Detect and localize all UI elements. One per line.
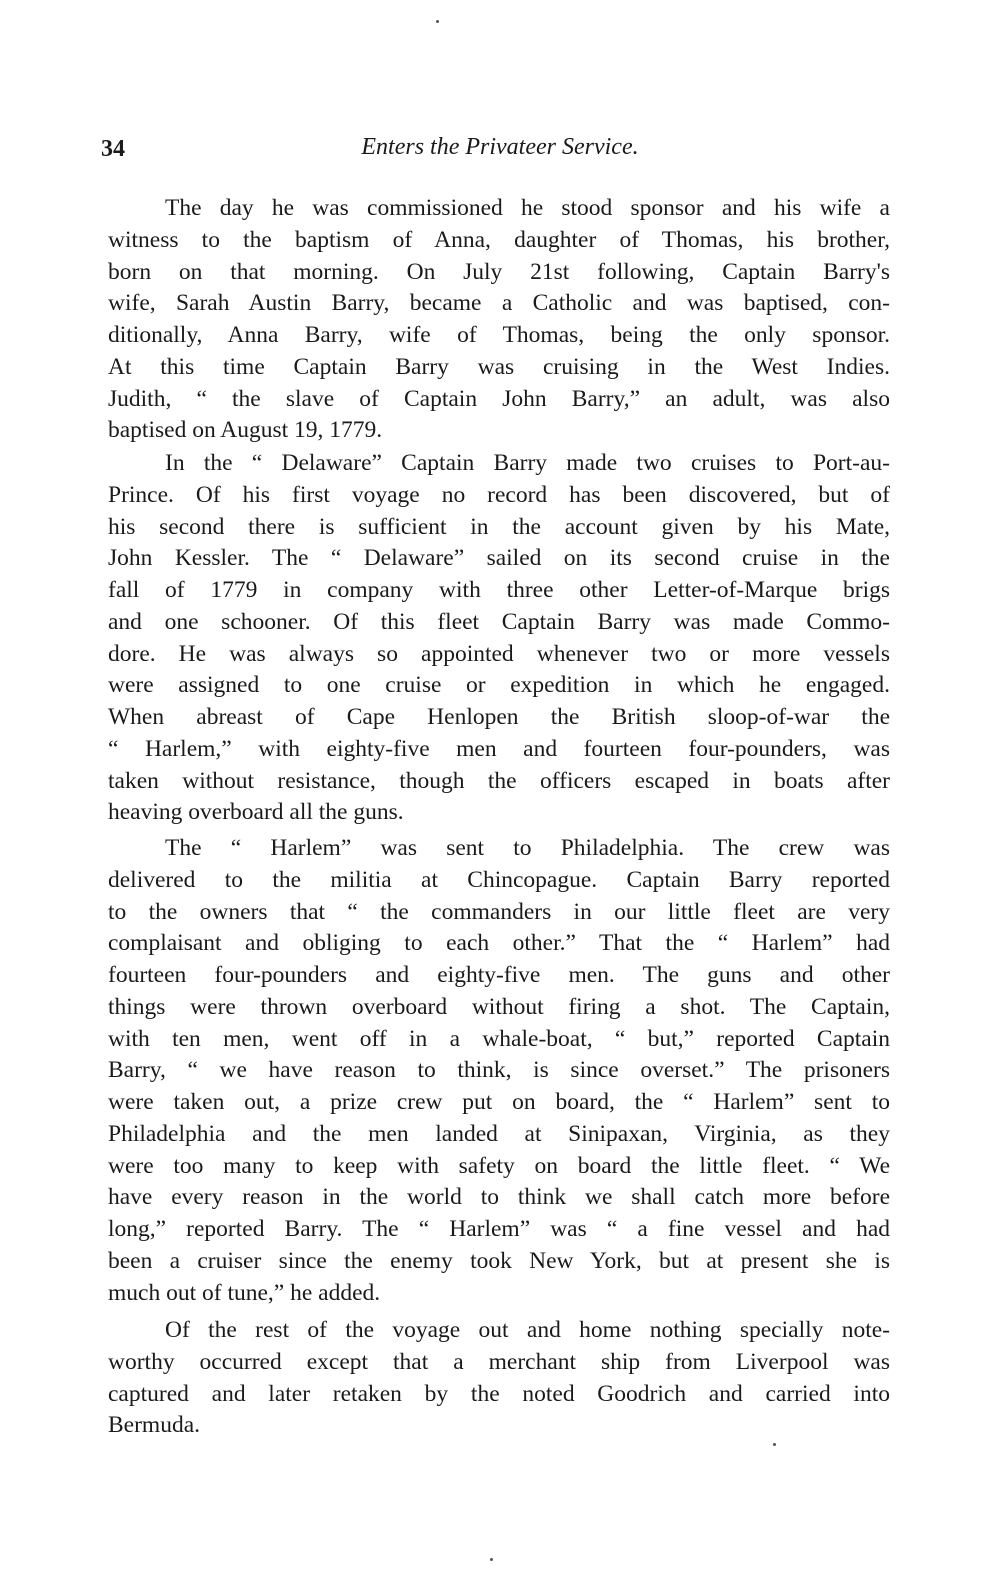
text-line: complaisant and obliging to each other.” That the “ Harlem” had [108,930,890,957]
text-line: fall of 1779 in company with three other Letter-of-Marque brigs [108,577,890,603]
text-line: delivered to the militia at Chincopague. Captain Barry reported [108,866,890,893]
text-line: captured and later retaken by the noted Goodrich and carried into [108,1380,890,1407]
text-line: born on that morning. On July 21st following, Captain Barry's [108,258,890,285]
paragraph [108,193,890,447]
text-line: Barry, “ we have reason to think, is since overset.” The prisoners [108,1057,890,1084]
text-line: ditionally, Anna Barry, wife of Thomas, being the only sponsor. [108,322,890,348]
text-line: his second there is sufficient in the account given by his Mate, [108,513,890,540]
text-line: Prince. Of his first voyage no record has been discovered, but of [108,481,890,508]
text-line: things were thrown overboard without firing a shot. The Captain, [108,993,890,1020]
paragraph [108,1315,890,1442]
text-line: and one schooner. Of this fleet Captain Barry was made Commo- [108,608,890,635]
text-line: much out of tune,” he added. [108,1279,381,1306]
text-line: dore. He was always so appointed whenever two or more vessels [108,640,890,667]
text-line: In the “ Delaware” Captain Barry made two cruises to Port-au- [165,450,890,476]
text-line: with ten men, went off in a whale-boat, “ but,” reported Captain [108,1025,890,1052]
text-line: fourteen four-pounders and eighty-five men. The guns and other [108,962,890,988]
text-line: heaving overboard all the guns. [108,799,404,826]
running-title: Enters the Privateer Service. [361,134,639,160]
text-line: Philadelphia and the men landed at Sinipaxan, Virginia, as they [108,1120,890,1147]
text-line: witness to the baptism of Anna, daughter of Thomas, his brother, [108,226,890,253]
scan-speck [436,20,439,23]
paragraph [108,833,890,1309]
text-line: have every reason in the world to think we shall catch more before [108,1184,890,1211]
scan-speck [773,1443,776,1446]
text-line: The day he was commissioned he stood sponsor and his wife a [165,195,890,221]
text-line: been a cruiser since the enemy took New York, but at present she is [108,1247,890,1274]
text-line: Judith, “ the slave of Captain John Barry,” an adult, was also [108,385,890,412]
text-line: Of the rest of the voyage out and home nothing specially note- [165,1317,890,1343]
text-line: were too many to keep with safety on board the little fleet. “ We [108,1152,890,1179]
page-number: 34 [101,136,125,162]
text-line: worthy occurred except that a merchant ship from Liverpool was [108,1348,890,1375]
text-line: Bermuda. [108,1412,201,1439]
text-line: wife, Sarah Austin Barry, became a Catholic and was baptised, con- [108,290,890,317]
text-line: The “ Harlem” was sent to Philadelphia. The crew was [165,835,890,861]
text-line: John Kessler. The “ Delaware” sailed on its second cruise in the [108,545,890,572]
text-line: to the owners that “ the commanders in our little fleet are very [108,898,890,925]
text-line: When abreast of Cape Henlopen the British sloop-of-war the [108,704,890,730]
text-line: long,” reported Barry. The “ Harlem” was “ a fine vessel and had [108,1216,890,1242]
text-line: “ Harlem,” with eighty-five men and fourteen four-pounders, was [108,735,890,762]
text-line: baptised on August 19, 1779. [108,417,383,444]
paragraph [108,448,890,829]
text-line: taken without resistance, though the officers escaped in boats after [108,767,890,794]
text-line: were taken out, a prize crew put on board, the “ Harlem” sent to [108,1089,890,1115]
text-line: At this time Captain Barry was cruising in the West Indies. [108,353,890,380]
text-line: were assigned to one cruise or expedition in which he engaged. [108,672,890,699]
scan-speck [490,1558,493,1561]
